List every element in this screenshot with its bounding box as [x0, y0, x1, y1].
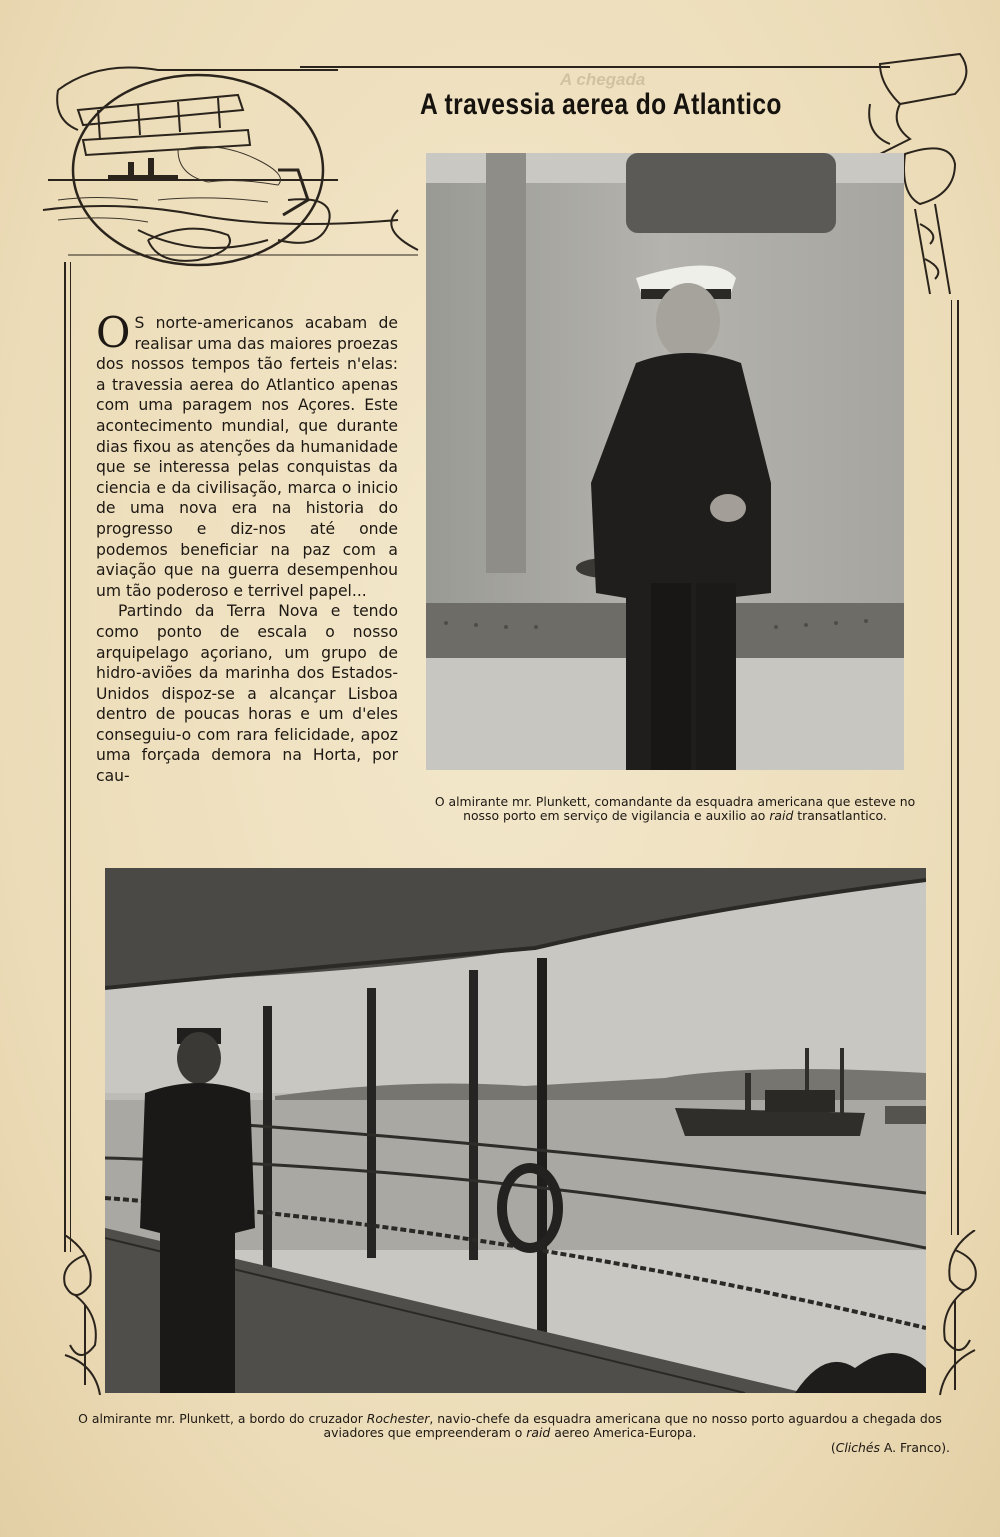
- photo-credit: [700, 1440, 950, 1455]
- portrait-caption: [420, 795, 930, 823]
- page-title: A travessia aerea do Atlantico: [420, 88, 782, 121]
- article-paragraph-1: [96, 308, 398, 601]
- deck-caption-ship: Rochester: [366, 1411, 430, 1426]
- deck-caption-part3: aereo America-Europa.: [550, 1425, 697, 1440]
- credit-rest: A. Franco).: [879, 1440, 950, 1455]
- credit-cliches: Clichés: [835, 1440, 880, 1455]
- article-body: [96, 308, 398, 787]
- frame-left-line-inner: [70, 262, 71, 1252]
- drop-cap: O: [96, 308, 131, 357]
- deck-scene-caption: [70, 1412, 950, 1440]
- admiral-portrait-photo: [426, 153, 904, 770]
- article-paragraph-2: Partindo da Terra Nova e tendo como ponto de escala o nosso arquipelago açoriano, um grupo de hidro-aviões da marinha dos Estados-Unidos dispoz-se a alcançar Lisboa dentro de poucas horas e um d'eles conseguiu-o com rara felicidade, apoz uma forçada demora na Horta, por cau-: [96, 602, 398, 786]
- deck-caption-part2: , navio-chefe da esquadra americana que no nosso porto aguardou a chegada dos aviadores que empreenderam o: [323, 1411, 942, 1440]
- deck-caption-raid: raid: [526, 1425, 551, 1440]
- portrait-caption-text: O almirante mr. Plunkett, comandante da esquadra americana que esteve no nosso porto em serviço de vigilancia e auxilio ao: [434, 794, 916, 823]
- deck-scene-image: [105, 868, 926, 1393]
- seaplane-and-ship-vignette-icon: [38, 50, 428, 280]
- frame-left-line: [64, 262, 66, 1252]
- admiral-portrait-image: [426, 153, 904, 770]
- bleed-through-text: A chegada: [560, 70, 646, 89]
- portrait-caption-raid: raid: [769, 808, 794, 823]
- deck-caption-part1: O almirante mr. Plunkett, a bordo do cruzador: [78, 1411, 367, 1426]
- deck-scene-photo: [105, 868, 926, 1393]
- floral-corner-right-icon: [925, 1230, 985, 1400]
- frame-right-line-inner: [951, 300, 952, 1235]
- credit-open: (: [830, 1440, 836, 1455]
- article-paragraph-1-text: S norte-americanos acabam de realisar uma das maiores proezas dos nossos tempos tão ferteis n'elas: a travessia aerea do Atlantico apenas com uma paragem nos Açores. Este acontecimento mundial, que durante dias fixou as atenções da humanidade que se interessa pelas conquistas da ciencia e da civilisação, marca o inicio de uma nova era na historia do progresso e diz-nos até onde podemos beneficiar na paz com a aviação que na guerra desempenhou um tão poderoso e terrivel papel...: [96, 314, 398, 600]
- frame-right-line: [957, 300, 959, 1235]
- portrait-caption-end: transatlantico.: [793, 808, 887, 823]
